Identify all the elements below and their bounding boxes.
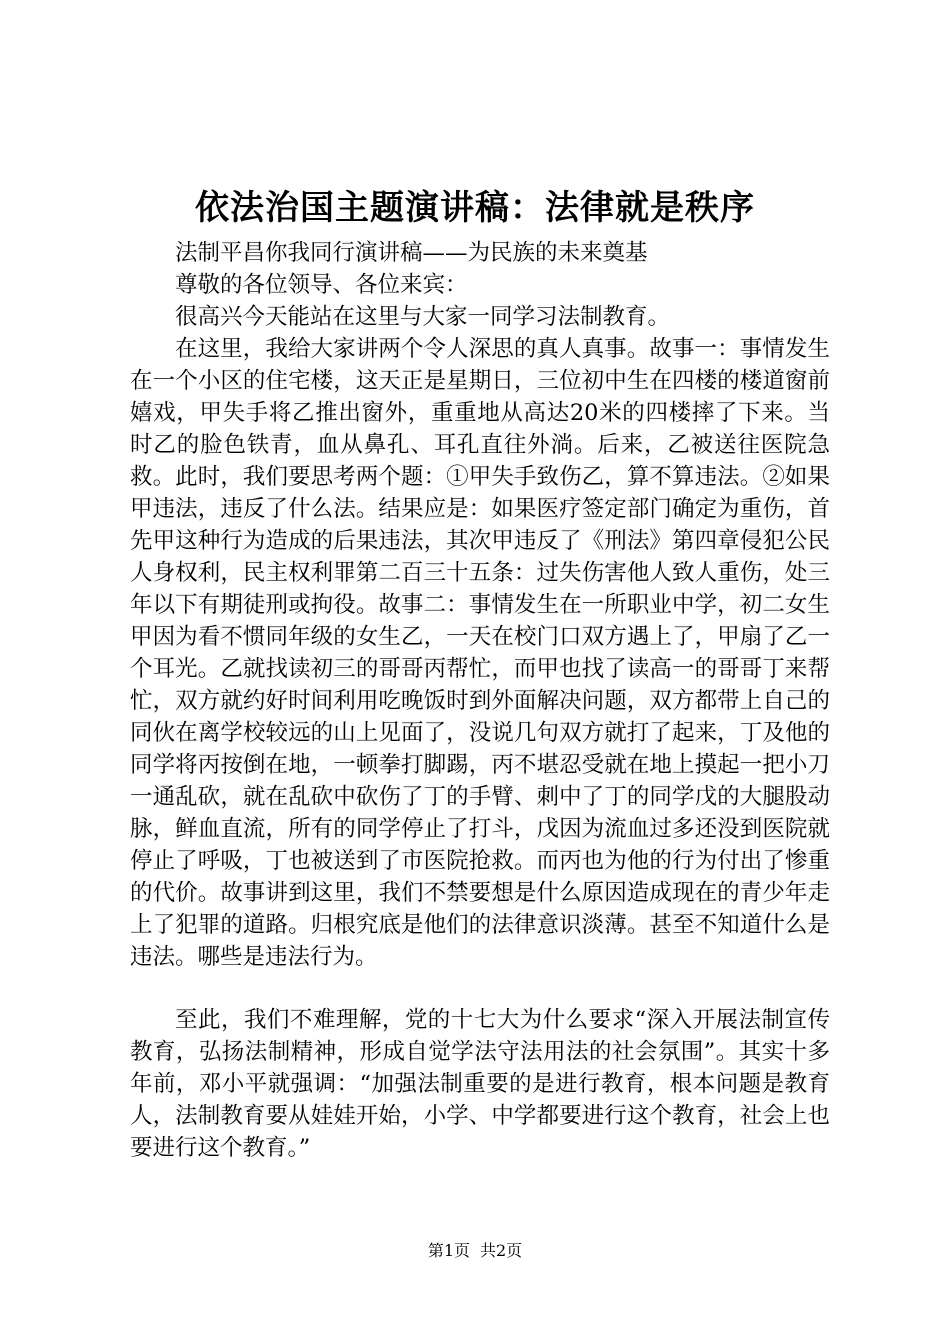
document-title: 依法治国主题演讲稿：法律就是秩序	[195, 188, 755, 228]
paragraph-salutation: 尊敬的各位领导、各位来宾：	[175, 272, 468, 298]
paragraph-conclusion: 至此，我们不难理解，党的十七大为什么要求“深入开展法制宣传教育，弘扬法制精神，形成自觉学法守法用法的社会氛围”。其实十多年前，邓小平就强调：“加强法制重要的是进行教育，根本问题是教育人，法制教育要从娃娃开始，小学、中学都要进行这个教育，社会上也要进行这个教育。”	[130, 1007, 830, 1161]
paragraph-subtitle: 法制平昌你我同行演讲稿——为民族的未来奠基	[175, 240, 648, 266]
paragraph-opening: 很高兴今天能站在这里与大家一同学习法制教育。	[175, 304, 671, 330]
page-number-current: 第1页	[427, 1241, 470, 1260]
page-number-total: 共2页	[480, 1241, 523, 1260]
document-body	[130, 237, 830, 1164]
paragraph-stories: 在这里，我给大家讲两个令人深思的真人真事。故事一：事情发生在一个小区的住宅楼，这天正是星期日，三位初中生在四楼的楼道窗前嬉戏，甲失手将乙推出窗外，重重地从高达20米的四楼摔了下来。当时乙的脸色铁青，血从鼻孔、耳孔直往外淌。后来，乙被送往医院急救。此时，我们要思考两个题：①甲失手致伤乙，算不算违法。②如果甲违法，违反了什么法。结果应是：如果医疗签定部门确定为重伤，首先甲这种行为造成的后果违法，其次甲违反了《刑法》第四章侵犯公民人身权利，民主权利罪第二百三十五条：过失伤害他人致人重伤，处三年以下有期徒刑或拘役。故事二：事情发生在一所职业中学，初二女生甲因为看不惯同年级的女生乙，一天在校门口双方遇上了，甲扇了乙一个耳光。乙就找读初三的哥哥丙帮忙，而甲也找了读高一的哥哥丁来帮忙，双方就约好时间利用吃晚饭时到外面解决问题，双方都带上自己的同伙在离学校较远的山上见面了，没说几句双方就打了起来，丁及他的同学将丙按倒在地，一顿拳打脚踢，丙不堪忍受就在地上摸起一把小刀一通乱砍，就在乱砍中砍伤了丁的手臂、刺中了丁的同学戊的大腿股动脉，鲜血直流，所有的同学停止了打斗，戊因为流血过多还没到医院就停止了呼吸，丁也被送到了市医院抢救。而丙也为他的行为付出了惨重的代价。故事讲到这里，我们不禁要想是什么原因造成现在的青少年走上了犯罪的道路。归根究底是他们的法律意识淡薄。甚至不知道什么是违法。哪些是违法行为。	[130, 336, 830, 970]
page-footer	[0, 1240, 950, 1262]
